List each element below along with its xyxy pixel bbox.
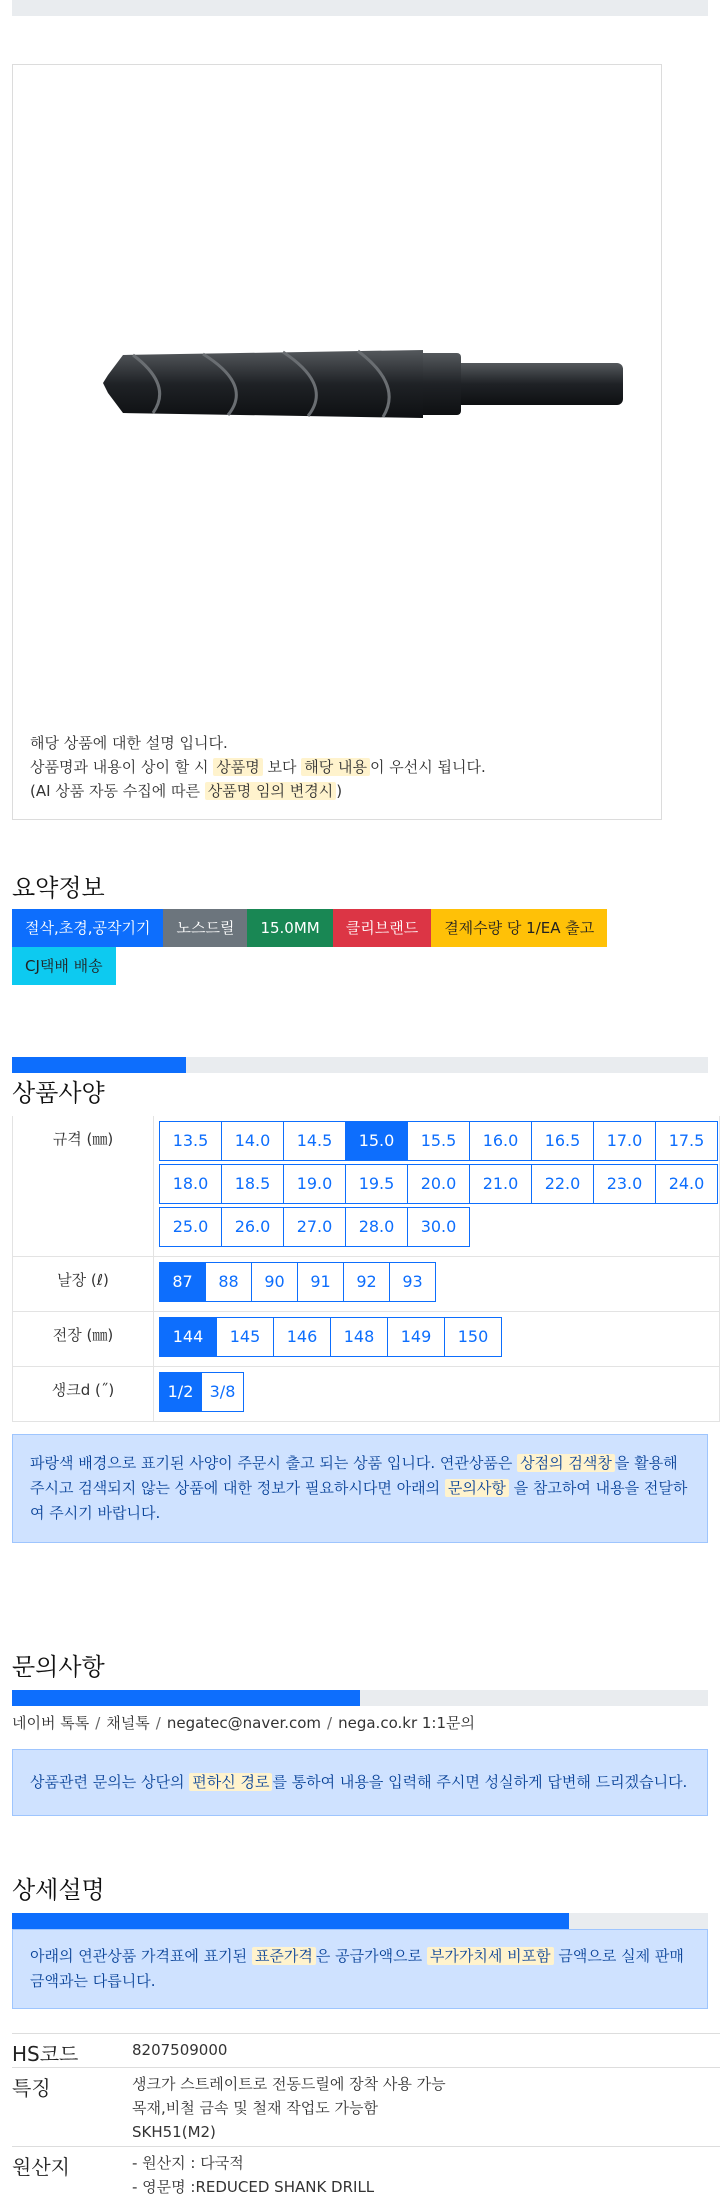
spec-label: 날장 (ℓ): [13, 1257, 154, 1312]
spec-option[interactable]: 23.0: [593, 1164, 656, 1204]
spec-option[interactable]: 15.0: [345, 1121, 408, 1161]
spec-option[interactable]: 16.5: [531, 1121, 594, 1161]
spec-option[interactable]: 17.5: [655, 1121, 718, 1161]
spec-option[interactable]: 26.0: [221, 1207, 284, 1247]
spec-option[interactable]: 16.0: [469, 1121, 532, 1161]
contact-link[interactable]: negatec@naver.com: [167, 1714, 321, 1732]
details-notice: 아래의 연관상품 가격표에 표기된 표준가격 은 공급가액으로 부가가치세 비포함 금액으로 실제 판매금액과는 다릅니다.: [12, 1929, 708, 2009]
spec-option[interactable]: 93: [389, 1262, 436, 1302]
spec-option[interactable]: 30.0: [407, 1207, 470, 1247]
spec-option[interactable]: 19.5: [345, 1164, 408, 1204]
detail-row: [12, 2068, 720, 2147]
spec-option[interactable]: 1/2: [159, 1372, 202, 1412]
inquiry-progress: [12, 1690, 708, 1706]
product-image-card: [12, 64, 662, 820]
details-title: 상세설명: [12, 1870, 708, 1905]
spec-option[interactable]: 150: [444, 1317, 502, 1357]
spec-option[interactable]: 13.5: [159, 1121, 222, 1161]
summary-tag: 결제수량 당 1/EA 출고: [431, 909, 607, 947]
detail-row: [12, 2147, 720, 2201]
contact-link[interactable]: 네이버 톡톡: [12, 1714, 89, 1732]
spec-option[interactable]: 149: [387, 1317, 445, 1357]
summary-tag: 15.0MM: [247, 909, 332, 947]
inquiry-notice: 상품관련 문의는 상단의 편하신 경로 를 통하여 내용을 입력해 주시면 성실하게 답변해 드리겠습니다.: [12, 1749, 708, 1816]
detail-value: 목재,비철 금속 및 철재 작업도 가능함: [132, 2096, 720, 2120]
spec-option[interactable]: 14.0: [221, 1121, 284, 1161]
contact-link[interactable]: 채널톡: [106, 1714, 149, 1732]
summary-tags: [12, 909, 672, 985]
spec-option[interactable]: 90: [251, 1262, 298, 1302]
spec-option[interactable]: 24.0: [655, 1164, 718, 1204]
spec-option[interactable]: 28.0: [345, 1207, 408, 1247]
spec-option[interactable]: 25.0: [159, 1207, 222, 1247]
spec-option[interactable]: 144: [159, 1317, 217, 1357]
contact-separator: /: [95, 1714, 100, 1732]
summary-tag: 노스드릴: [163, 909, 247, 947]
spec-option[interactable]: 27.0: [283, 1207, 346, 1247]
spec-option[interactable]: 148: [330, 1317, 388, 1357]
contact-links: [12, 1712, 708, 1733]
summary-tag: 클리브랜드: [333, 909, 431, 947]
detail-value: 8207509000: [132, 2038, 720, 2062]
drill-image: [93, 335, 633, 425]
spec-option[interactable]: 17.0: [593, 1121, 656, 1161]
spec-option[interactable]: 145: [216, 1317, 274, 1357]
detail-key: 원산지: [12, 2147, 132, 2201]
spec-table: [12, 1116, 720, 1422]
details-progress: [12, 1913, 708, 1929]
summary-tag: CJ택배 배송: [12, 947, 116, 985]
spec-option[interactable]: 92: [343, 1262, 390, 1302]
spec-option[interactable]: 21.0: [469, 1164, 532, 1204]
spec-option[interactable]: 19.0: [283, 1164, 346, 1204]
summary-title: 요약정보: [12, 868, 708, 903]
spec-label: 규격 (㎜): [13, 1116, 154, 1257]
contact-link[interactable]: nega.co.kr 1:1문의: [338, 1714, 475, 1732]
spec-option[interactable]: 88: [205, 1262, 252, 1302]
spec-label: 전장 (㎜): [13, 1312, 154, 1367]
detail-value: - 원산지 : 다국적: [132, 2151, 720, 2175]
image-description: 해당 상품에 대한 설명 입니다. 상품명과 내용이 상이 할 시 상품명 보다 해당 내용 이 우선시 됩니다. (AI 상품 자동 수집에 따른 상품명 임의 변경시 ): [30, 731, 486, 803]
top-bar: [12, 0, 708, 16]
contact-separator: /: [327, 1714, 332, 1732]
spec-option[interactable]: 91: [297, 1262, 344, 1302]
spec-title: 상품사양: [12, 1073, 708, 1108]
spec-option[interactable]: 87: [159, 1262, 206, 1302]
spec-option[interactable]: 3/8: [201, 1372, 244, 1412]
spec-row: [13, 1367, 720, 1422]
spec-row: [13, 1116, 720, 1257]
spec-row: [13, 1312, 720, 1367]
spec-option[interactable]: 14.5: [283, 1121, 346, 1161]
spec-option[interactable]: 146: [273, 1317, 331, 1357]
spec-label: 생크d (˝): [13, 1367, 154, 1422]
spec-option[interactable]: 15.5: [407, 1121, 470, 1161]
detail-row: [12, 2034, 720, 2068]
spec-option[interactable]: 18.0: [159, 1164, 222, 1204]
spec-row: [13, 1257, 720, 1312]
summary-tag: 절삭,초경,공작기기: [12, 909, 163, 947]
detail-value: - 영문명 :REDUCED SHANK DRILL: [132, 2175, 720, 2199]
spec-progress: [12, 1057, 708, 1073]
detail-key: 특징: [12, 2068, 132, 2147]
inquiry-title: 문의사항: [12, 1647, 708, 1682]
spec-option[interactable]: 22.0: [531, 1164, 594, 1204]
contact-separator: /: [156, 1714, 161, 1732]
detail-value: 생크가 스트레이트로 전동드릴에 장착 사용 가능: [132, 2072, 720, 2096]
detail-value: SKH51(M2): [132, 2120, 720, 2144]
detail-key: HS코드: [12, 2034, 132, 2068]
spec-notice: 파랑색 배경으로 표기된 사양이 주문시 출고 되는 상품 입니다. 연관상품은 상점의 검색창 을 활용해 주시고 검색되지 않는 상품에 대한 정보가 필요하시다면 아래의 문의사항 을 참고하여 내용을 전달하여 주시기 바랍니다.: [12, 1434, 708, 1543]
spec-option[interactable]: 20.0: [407, 1164, 470, 1204]
spec-option[interactable]: 18.5: [221, 1164, 284, 1204]
